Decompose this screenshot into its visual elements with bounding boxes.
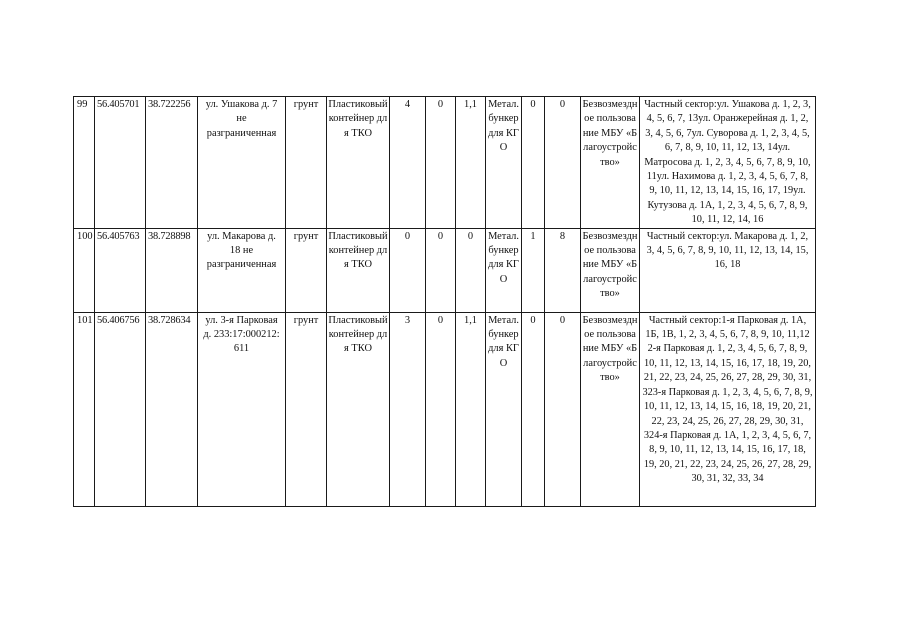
bulk-bin-type-cell: Метал. бункер для КГО <box>486 228 522 312</box>
address-cell: ул. Ушакова д. 7 не разграниченная <box>198 97 286 229</box>
address-cell: ул. 3-я Парковая д. 233:17:000212:611 <box>198 312 286 506</box>
address-cell: ул. Макарова д. 18 не разграниченная <box>198 228 286 312</box>
containers-count-cell: 3 <box>390 312 426 506</box>
owner-cell: Безвозмездное пользование МБУ «Благоустройство» <box>581 228 640 312</box>
volume-cell: 1,1 <box>456 97 486 229</box>
served-sources-cell: Частный сектор:ул. Макарова д. 1, 2, 3, 4, 5, 6, 7, 8, 9, 10, 11, 12, 13, 14, 15, 16, 18 <box>640 228 816 312</box>
longitude-cell: 38.722256 <box>146 97 198 229</box>
bulk-bin-volume-cell: 8 <box>545 228 581 312</box>
volume-cell: 0 <box>456 228 486 312</box>
served-sources-cell: Частный сектор:ул. Ушакова д. 1, 2, 3, 4, 5, 6, 7, 13ул. Оранжерейная д. 1, 2, 3, 4, 5, 6, 7ул. Суворова д. 1, 2, 3, 4, 5, 6, 7, 8, 9, 10, 11, 12, 13, 14ул. Матросова д. 1, 2, 3, 4, 5, 6, 7, 8, 9, 10, 11ул. Нахимова д. 1, 2, 3, 4, 5, 6, 7, 8, 9, 10, 11, 12, 13, 14, 15, 16, 17, 19ул. Кутузова д. 1А, 1, 2, 3, 4, 5, 6, 7, 8, 9, 10, 11, 12, 14, 16 <box>640 97 816 229</box>
longitude-cell: 38.728898 <box>146 228 198 312</box>
container-type-cell: Пластиковый контейнер для ТКО <box>327 228 390 312</box>
bulk-bin-volume-cell: 0 <box>545 97 581 229</box>
row-number: 101 <box>74 312 95 506</box>
bulk-bin-type-cell: Метал. бункер для КГО <box>486 97 522 229</box>
owner-cell: Безвозмездное пользование МБУ «Благоустройство» <box>581 312 640 506</box>
surface-cell: грунт <box>286 228 327 312</box>
bulk-bin-count-cell: 0 <box>522 97 545 229</box>
longitude-cell: 38.728634 <box>146 312 198 506</box>
row-number: 100 <box>74 228 95 312</box>
container-type-cell: Пластиковый контейнер для ТКО <box>327 312 390 506</box>
waste-sites-table <box>73 96 816 507</box>
planned-count-cell: 0 <box>426 228 456 312</box>
bulk-bin-count-cell: 0 <box>522 312 545 506</box>
volume-cell: 1,1 <box>456 312 486 506</box>
table-row <box>74 97 816 229</box>
container-type-cell: Пластиковый контейнер для ТКО <box>327 97 390 229</box>
planned-count-cell: 0 <box>426 97 456 229</box>
containers-count-cell: 0 <box>390 228 426 312</box>
latitude-cell: 56.406756 <box>95 312 146 506</box>
latitude-cell: 56.405701 <box>95 97 146 229</box>
surface-cell: грунт <box>286 97 327 229</box>
containers-count-cell: 4 <box>390 97 426 229</box>
bulk-bin-volume-cell: 0 <box>545 312 581 506</box>
surface-cell: грунт <box>286 312 327 506</box>
served-sources-cell: Частный сектор:1-я Парковая д. 1А, 1Б, 1В, 1, 2, 3, 4, 5, 6, 7, 8, 9, 10, 11,12 2-я Парковая д. 1, 2, 3, 4, 5, 6, 7, 8, 9, 10, 11, 12, 13, 14, 15, 16, 17, 18, 19, 20, 21, 22, 23, 24, 25, 26, 27, 28, 29, 30, 31, 323-я Парковая д. 1, 2, 3, 4, 5, 6, 7, 8, 9, 10, 11, 12, 13, 14, 15, 16, 18, 19, 20, 21, 22, 23, 24, 25, 26, 27, 28, 29, 30, 31, 324-я Парковая д. 1А, 1, 2, 3, 4, 5, 6, 7, 8, 9, 10, 11, 12, 13, 14, 15, 16, 17, 18, 19, 20, 21, 22, 23, 24, 25, 26, 27, 28, 29, 30, 31, 32, 33, 34 <box>640 312 816 506</box>
table-row <box>74 312 816 506</box>
table-row <box>74 228 816 312</box>
planned-count-cell: 0 <box>426 312 456 506</box>
latitude-cell: 56.405763 <box>95 228 146 312</box>
row-number: 99 <box>74 97 95 229</box>
owner-cell: Безвозмездное пользование МБУ «Благоустройство» <box>581 97 640 229</box>
bulk-bin-type-cell: Метал. бункер для КГО <box>486 312 522 506</box>
bulk-bin-count-cell: 1 <box>522 228 545 312</box>
